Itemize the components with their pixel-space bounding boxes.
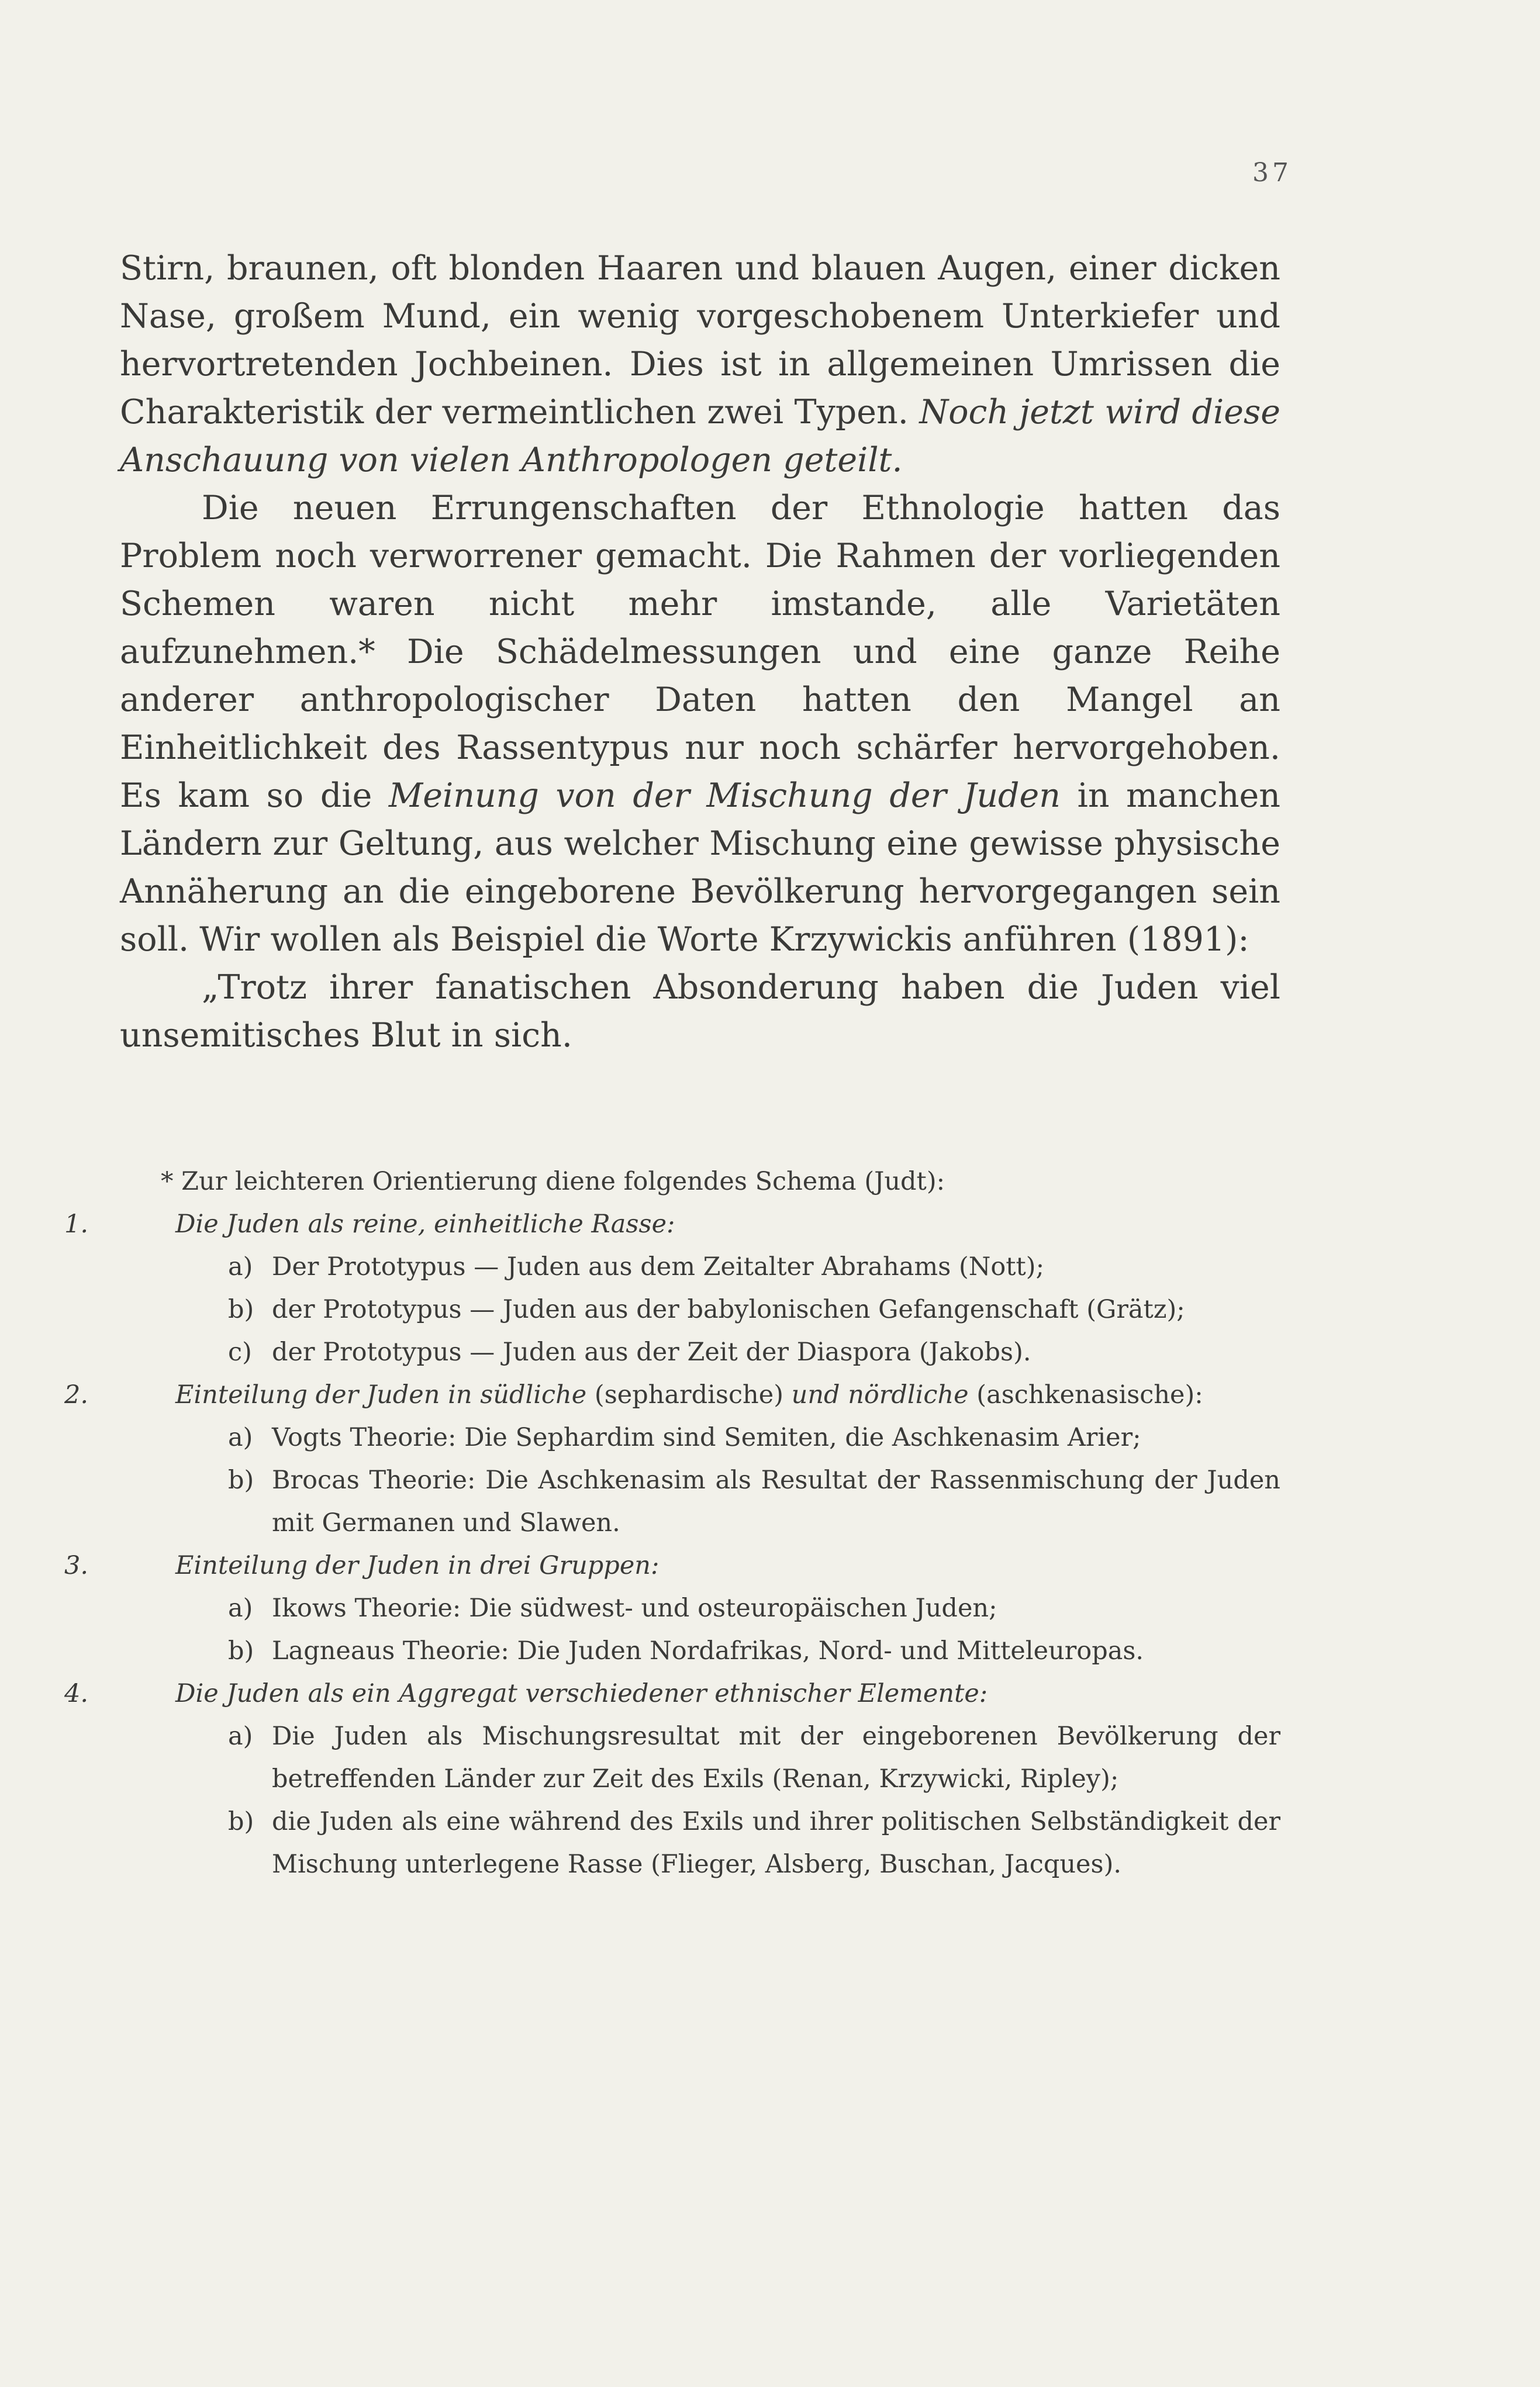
group-title: Einteilung der Juden in südliche bbox=[175, 1380, 587, 1410]
group-title-2: und nördliche bbox=[791, 1380, 969, 1410]
footnote-item bbox=[228, 1630, 1280, 1673]
footnote-group-3 bbox=[64, 1545, 1280, 1673]
group-title: Einteilung der Juden in drei Gruppen: bbox=[175, 1551, 659, 1580]
group-title: Die Juden als ein Aggregat verschiedener ethnischer Elemente: bbox=[175, 1679, 988, 1708]
item-text: Ikows Theorie: Die südwest- und osteuropäischen Juden; bbox=[272, 1594, 997, 1623]
group-number: 3. bbox=[64, 1551, 89, 1580]
footnote-group-1 bbox=[64, 1203, 1280, 1374]
quote: „Trotz ihrer fanatischen Absonderung haben die Juden viel unsemitisches Blut in sich. bbox=[120, 968, 1280, 1055]
item-label: b) bbox=[228, 1466, 254, 1495]
item-text: die Juden als eine während des Exils und ihrer politischen Selbständigkeit der Mischung unterlegene Rasse (Flieger, Alsberg, Buschan, Jacques). bbox=[272, 1807, 1280, 1879]
footnote-item bbox=[228, 1417, 1280, 1459]
paragraph-2-italic: Meinung von der Mischung der Juden bbox=[388, 776, 1061, 815]
paragraph-1-text: Stirn, braunen, oft blonden Haaren und blauen Augen, einer dicken Nase, großem Mund, ein wenig vorgeschobenem Unterkiefer und hervortretenden Jochbeinen. Dies ist in allgemeinen Umrissen die Charakteristik der vermeintlichen zwei Typen. bbox=[120, 249, 1280, 431]
footnote-item bbox=[228, 1801, 1280, 1886]
page-number: 37 bbox=[1252, 158, 1292, 188]
footnote-group-2 bbox=[64, 1374, 1280, 1545]
paragraph-2-text-b: in manchen Ländern zur Geltung, aus welcher Mischung eine gewisse physische Annäherung an die eingeborene Bevölkerung hervorgegangen sein soll. Wir wollen als Beispiel die Worte Krzywickis anführen (1891): bbox=[120, 776, 1280, 959]
footnote-item bbox=[228, 1289, 1280, 1331]
group-title-mid: (sephardische) bbox=[586, 1380, 792, 1410]
item-label: a) bbox=[228, 1594, 253, 1623]
item-label: b) bbox=[228, 1636, 254, 1666]
item-label: c) bbox=[228, 1338, 252, 1367]
item-text: der Prototypus — Juden aus der Zeit der Diaspora (Jakobs). bbox=[272, 1338, 1031, 1367]
item-text: Der Prototypus — Juden aus dem Zeitalter Abrahams (Nott); bbox=[272, 1252, 1045, 1281]
footnote-head: * Zur leichteren Orientierung diene folgendes Schema (Judt): bbox=[161, 1167, 945, 1196]
group-number: 4. bbox=[64, 1679, 89, 1708]
paragraph-2 bbox=[120, 484, 1280, 963]
group-number: 1. bbox=[64, 1210, 89, 1239]
paragraph-2-text-a: Die neuen Errungenschaften der Ethnologie hatten das Problem noch verworrener gemacht. Die Rahmen der vorliegenden Schemen waren nicht mehr imstande, alle Varietäten aufzunehmen.* Die Schädelmessungen und eine ganze Reihe anderer anthropologischer Daten hatten den Mangel an Einheitlichkeit des Rassentypus nur noch schärfer hervorgehoben. Es kam so die bbox=[120, 489, 1280, 815]
footnote-group-4 bbox=[64, 1673, 1280, 1886]
main-text bbox=[120, 244, 1280, 1059]
group-title: Die Juden als reine, einheitliche Rasse: bbox=[175, 1210, 675, 1239]
item-label: a) bbox=[228, 1423, 253, 1452]
item-label: b) bbox=[228, 1295, 254, 1324]
footnote-item bbox=[228, 1587, 1280, 1630]
item-text: Die Juden als Mischungsresultat mit der eingeborenen Bevölkerung der betreffenden Länder zur Zeit des Exils (Renan, Krzywicki, Ripley); bbox=[272, 1722, 1280, 1794]
group-title-rest: (aschkenasische): bbox=[968, 1380, 1203, 1410]
item-label: b) bbox=[228, 1807, 254, 1836]
group-number: 2. bbox=[64, 1380, 89, 1410]
footnote-item bbox=[228, 1246, 1280, 1289]
footnote-block bbox=[64, 1160, 1280, 1886]
paragraph-1 bbox=[120, 244, 1280, 484]
footnote-item bbox=[228, 1715, 1280, 1801]
item-text: der Prototypus — Juden aus der babylonischen Gefangenschaft (Grätz); bbox=[272, 1295, 1185, 1324]
item-label: a) bbox=[228, 1722, 253, 1751]
item-label: a) bbox=[228, 1252, 253, 1281]
paragraph-1-italic: Noch jetzt wird diese Anschauung von vielen Anthropologen geteilt. bbox=[120, 393, 1280, 479]
item-text: Vogts Theorie: Die Sephardim sind Semiten, die Aschkenasim Arier; bbox=[272, 1423, 1141, 1452]
item-text: Brocas Theorie: Die Aschkenasim als Resultat der Rassenmischung der Juden mit Germanen und Slawen. bbox=[272, 1466, 1280, 1538]
footnote-item bbox=[228, 1459, 1280, 1545]
footnote-item bbox=[228, 1331, 1280, 1374]
item-text: Lagneaus Theorie: Die Juden Nordafrikas, Nord- und Mitteleuropas. bbox=[272, 1636, 1144, 1666]
